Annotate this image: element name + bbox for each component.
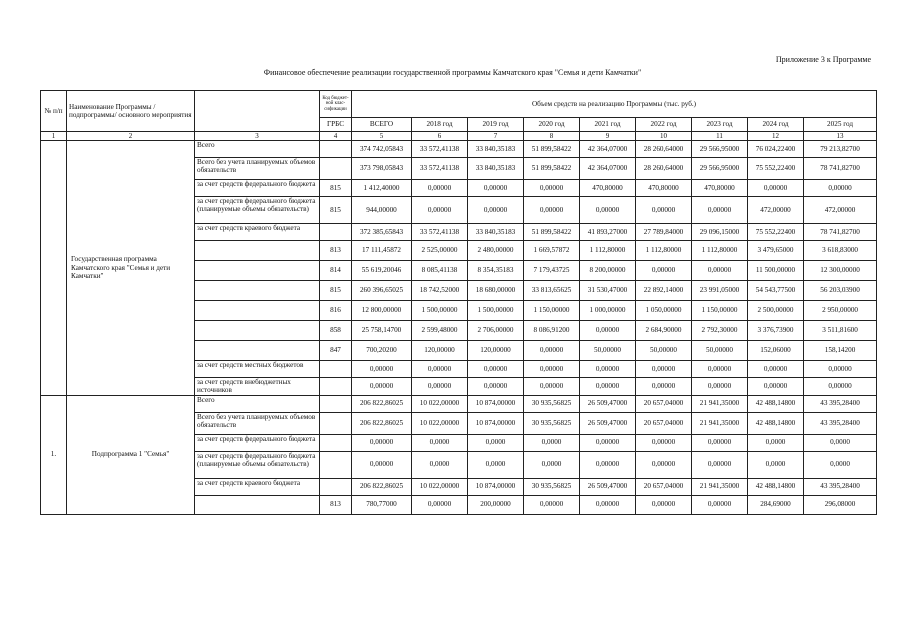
amount-cell: 0,0000 (468, 451, 524, 478)
amount-cell: 470,80000 (692, 180, 748, 197)
amount-cell: 29 566,95000 (692, 158, 748, 180)
column-index: 12 (748, 132, 804, 141)
amount-cell: 1 000,00000 (580, 301, 636, 321)
amount-cell: 51 899,58422 (524, 158, 580, 180)
table-row (41, 141, 877, 158)
amount-cell: 284,69000 (748, 495, 804, 514)
amount-cell: 20 657,04000 (636, 478, 692, 495)
amount-cell: 75 552,22400 (748, 158, 804, 180)
amount-cell: 10 874,00000 (468, 478, 524, 495)
amount-cell: 54 543,77500 (748, 281, 804, 301)
amount-cell: 0,00000 (636, 197, 692, 224)
amount-cell: 33 572,41138 (412, 141, 468, 158)
amount-cell: 0,00000 (636, 378, 692, 396)
header-year: 2020 год (524, 118, 580, 132)
amount-cell: 0,00000 (580, 378, 636, 396)
amount-cell: 0,00000 (580, 321, 636, 341)
amount-cell: 1 112,80000 (580, 241, 636, 261)
amount-cell: 0,00000 (580, 451, 636, 478)
amount-cell: 3 618,83000 (804, 241, 877, 261)
amount-cell: 10 022,00000 (412, 412, 468, 434)
amount-cell: 27 789,84000 (636, 224, 692, 241)
grbs-code (320, 378, 352, 396)
amount-cell: 0,00000 (412, 378, 468, 396)
amount-cell: 2 599,48000 (412, 321, 468, 341)
amount-cell: 7 179,43725 (524, 261, 580, 281)
amount-cell: 0,00000 (580, 434, 636, 451)
funding-source-label: за счет средств федерального бюджета (планируемые объемы обязательств) (195, 451, 320, 478)
column-index: 13 (804, 132, 877, 141)
column-index: 8 (524, 132, 580, 141)
amount-cell: 0,00000 (524, 378, 580, 396)
amount-cell: 0,00000 (580, 361, 636, 378)
grbs-code (320, 158, 352, 180)
amount-cell: 0,00000 (636, 495, 692, 514)
amount-cell: 0,00000 (412, 495, 468, 514)
amount-cell: 78 741,82700 (804, 158, 877, 180)
amount-cell: 12 800,00000 (352, 301, 412, 321)
amount-cell: 3 376,73900 (748, 321, 804, 341)
funding-source-label: за счет средств краевого бюджета (195, 224, 320, 241)
amount-cell: 51 899,58422 (524, 141, 580, 158)
amount-cell: 0,00000 (692, 261, 748, 281)
amount-cell: 1 050,00000 (636, 301, 692, 321)
amount-cell: 0,00000 (468, 197, 524, 224)
header-year: 2022 год (636, 118, 692, 132)
amount-cell: 2 525,00000 (412, 241, 468, 261)
amount-cell: 10 022,00000 (412, 395, 468, 412)
document-title: Финансовое обеспечение реализации государственной программы Камчатского края "Семья и дети Камчатки" (263, 68, 642, 77)
amount-cell: 2 480,00000 (468, 241, 524, 261)
amount-cell: 0,00000 (748, 180, 804, 197)
amount-cell: 8 200,00000 (580, 261, 636, 281)
amount-cell: 1 500,00000 (468, 301, 524, 321)
amount-cell: 18 742,52000 (412, 281, 468, 301)
header-year: 2025 год (804, 118, 877, 132)
amount-cell: 296,08000 (804, 495, 877, 514)
amount-cell: 0,00000 (748, 361, 804, 378)
funding-source-label: за счет средств краевого бюджета (195, 478, 320, 495)
funding-source-label: Всего (195, 395, 320, 412)
header-year: 2023 год (692, 118, 748, 132)
amount-cell: 33 813,65625 (524, 281, 580, 301)
amount-cell: 28 260,64000 (636, 141, 692, 158)
amount-cell: 1 150,00000 (692, 301, 748, 321)
amount-cell: 0,00000 (636, 361, 692, 378)
amount-cell: 78 741,82700 (804, 224, 877, 241)
grbs-code (320, 478, 352, 495)
amount-cell: 23 991,05000 (692, 281, 748, 301)
amount-cell: 0,0000 (524, 451, 580, 478)
column-index-row (41, 132, 877, 141)
amount-cell: 33 572,41138 (412, 224, 468, 241)
column-index: 11 (692, 132, 748, 141)
funding-source-label: за счет средств федерального бюджета (планируемые объемы обязательств) (195, 197, 320, 224)
amount-cell: 0,0000 (524, 434, 580, 451)
amount-cell: 26 509,47000 (580, 412, 636, 434)
funding-source-label (195, 321, 320, 341)
amount-cell: 3 511,81600 (804, 321, 877, 341)
amount-cell: 780,77000 (352, 495, 412, 514)
funding-source-label: за счет средств федерального бюджета (195, 434, 320, 451)
amount-cell: 0,00000 (468, 378, 524, 396)
amount-cell: 21 941,35000 (692, 478, 748, 495)
grbs-code (320, 451, 352, 478)
amount-cell: 1 412,40000 (352, 180, 412, 197)
grbs-code (320, 141, 352, 158)
header-year: 2018 год (412, 118, 468, 132)
amount-cell: 0,00000 (352, 361, 412, 378)
grbs-code: 814 (320, 261, 352, 281)
column-index: 7 (468, 132, 524, 141)
amount-cell: 26 509,47000 (580, 395, 636, 412)
funding-source-label: за счет средств местных бюджетов (195, 361, 320, 378)
amount-cell: 17 111,45872 (352, 241, 412, 261)
program-name: Государственная программа Камчатского края "Семья и дети Камчатки" (67, 141, 195, 396)
funding-source-label (195, 281, 320, 301)
amount-cell: 42 364,07000 (580, 158, 636, 180)
amount-cell: 0,00000 (692, 451, 748, 478)
amount-cell: 0,00000 (804, 180, 877, 197)
amount-cell: 0,00000 (804, 361, 877, 378)
amount-cell: 2 684,90000 (636, 321, 692, 341)
amount-cell: 944,00000 (352, 197, 412, 224)
funding-source-label (195, 261, 320, 281)
amount-cell: 0,0000 (748, 451, 804, 478)
column-index: 3 (195, 132, 320, 141)
amount-cell: 33 572,41138 (412, 158, 468, 180)
grbs-code (320, 224, 352, 241)
grbs-code (320, 412, 352, 434)
amount-cell: 472,00000 (748, 197, 804, 224)
appendix-note: Приложение 3 к Программе (775, 55, 871, 64)
amount-cell: 374 742,05843 (352, 141, 412, 158)
header-year: 2024 год (748, 118, 804, 132)
header-num: № п/п (41, 91, 67, 132)
amount-cell: 0,00000 (636, 261, 692, 281)
amount-cell: 0,00000 (352, 451, 412, 478)
amount-cell: 30 935,56825 (524, 478, 580, 495)
amount-cell: 0,00000 (524, 361, 580, 378)
header-year: 2021 год (580, 118, 636, 132)
amount-cell: 12 300,00000 (804, 261, 877, 281)
amount-cell: 2 500,00000 (748, 301, 804, 321)
amount-cell: 0,00000 (468, 361, 524, 378)
grbs-code: 816 (320, 301, 352, 321)
amount-cell: 8 086,91200 (524, 321, 580, 341)
amount-cell: 0,00000 (692, 197, 748, 224)
amount-cell: 30 935,56825 (524, 395, 580, 412)
column-index: 1 (41, 132, 67, 141)
amount-cell: 30 935,56825 (524, 412, 580, 434)
grbs-code: 858 (320, 321, 352, 341)
amount-cell: 0,00000 (412, 180, 468, 197)
amount-cell: 31 530,47000 (580, 281, 636, 301)
row-number (41, 141, 67, 396)
amount-cell: 50,00000 (636, 341, 692, 361)
amount-cell: 0,00000 (692, 434, 748, 451)
amount-cell: 0,00000 (468, 180, 524, 197)
amount-cell: 1 150,00000 (524, 301, 580, 321)
funding-source-label (195, 495, 320, 514)
amount-cell: 43 395,28400 (804, 478, 877, 495)
table-row (41, 395, 877, 412)
amount-cell: 206 822,86025 (352, 395, 412, 412)
amount-cell: 373 798,05843 (352, 158, 412, 180)
amount-cell: 372 385,65843 (352, 224, 412, 241)
amount-cell: 42 488,14800 (748, 412, 804, 434)
amount-cell: 8 354,35183 (468, 261, 524, 281)
amount-cell: 8 085,41138 (412, 261, 468, 281)
amount-cell: 120,00000 (412, 341, 468, 361)
amount-cell: 22 892,14000 (636, 281, 692, 301)
grbs-code: 815 (320, 197, 352, 224)
funding-source-label: за счет средств внебюджетных источников (195, 378, 320, 396)
header-year: 2019 год (468, 118, 524, 132)
amount-cell: 33 840,35183 (468, 224, 524, 241)
amount-cell: 0,00000 (748, 378, 804, 396)
amount-cell: 2 950,00000 (804, 301, 877, 321)
amount-cell: 1 669,57872 (524, 241, 580, 261)
row-number: 1. (41, 395, 67, 514)
amount-cell: 0,0000 (804, 451, 877, 478)
amount-cell: 1 112,80000 (636, 241, 692, 261)
amount-cell: 472,00000 (804, 197, 877, 224)
amount-cell: 0,00000 (412, 361, 468, 378)
financing-table (40, 90, 877, 515)
amount-cell: 0,00000 (352, 378, 412, 396)
amount-cell: 2 706,00000 (468, 321, 524, 341)
amount-cell: 120,00000 (468, 341, 524, 361)
amount-cell: 0,0000 (804, 434, 877, 451)
amount-cell: 0,00000 (524, 495, 580, 514)
amount-cell: 28 260,64000 (636, 158, 692, 180)
amount-cell: 50,00000 (692, 341, 748, 361)
amount-cell: 10 022,00000 (412, 478, 468, 495)
funding-source-label (195, 301, 320, 321)
amount-cell: 0,00000 (524, 197, 580, 224)
amount-cell: 50,00000 (580, 341, 636, 361)
amount-cell: 0,0000 (412, 451, 468, 478)
amount-cell: 21 941,35000 (692, 412, 748, 434)
amount-cell: 33 840,35183 (468, 158, 524, 180)
grbs-code: 815 (320, 180, 352, 197)
amount-cell: 41 893,27000 (580, 224, 636, 241)
amount-cell: 0,00000 (524, 180, 580, 197)
amount-cell: 0,00000 (636, 434, 692, 451)
amount-cell: 26 509,47000 (580, 478, 636, 495)
amount-cell: 0,00000 (524, 341, 580, 361)
header-blank (195, 91, 320, 132)
column-index: 2 (67, 132, 195, 141)
grbs-code: 847 (320, 341, 352, 361)
grbs-code: 815 (320, 281, 352, 301)
funding-source-label (195, 241, 320, 261)
amount-cell: 75 552,22400 (748, 224, 804, 241)
amount-cell: 42 364,07000 (580, 141, 636, 158)
amount-cell: 0,00000 (352, 434, 412, 451)
amount-cell: 206 822,86025 (352, 412, 412, 434)
amount-cell: 55 619,20046 (352, 261, 412, 281)
amount-cell: 470,80000 (580, 180, 636, 197)
funding-source-label (195, 341, 320, 361)
amount-cell: 0,00000 (636, 451, 692, 478)
amount-cell: 2 792,30000 (692, 321, 748, 341)
header-total: ВСЕГО (352, 118, 412, 132)
amount-cell: 42 488,14800 (748, 478, 804, 495)
amount-cell: 43 395,28400 (804, 395, 877, 412)
column-index: 9 (580, 132, 636, 141)
column-index: 5 (352, 132, 412, 141)
amount-cell: 260 396,65025 (352, 281, 412, 301)
amount-cell: 42 488,14800 (748, 395, 804, 412)
amount-cell: 25 758,14700 (352, 321, 412, 341)
amount-cell: 20 657,04000 (636, 412, 692, 434)
amount-cell: 1 112,80000 (692, 241, 748, 261)
header-grbs: ГРБС (320, 118, 352, 132)
amount-cell: 200,00000 (468, 495, 524, 514)
amount-cell: 0,00000 (412, 197, 468, 224)
amount-cell: 700,20200 (352, 341, 412, 361)
amount-cell: 10 874,00000 (468, 412, 524, 434)
grbs-code: 813 (320, 241, 352, 261)
amount-cell: 56 203,03900 (804, 281, 877, 301)
amount-cell: 1 500,00000 (412, 301, 468, 321)
amount-cell: 33 840,35183 (468, 141, 524, 158)
grbs-code: 813 (320, 495, 352, 514)
column-index: 4 (320, 132, 352, 141)
amount-cell: 10 874,00000 (468, 395, 524, 412)
funding-source-label: Всего без учета планируемых объемов обязательств (195, 158, 320, 180)
amount-cell: 18 680,00000 (468, 281, 524, 301)
amount-cell: 29 566,95000 (692, 141, 748, 158)
amount-cell: 0,00000 (580, 197, 636, 224)
funding-source-label: Всего без учета планируемых объемов обязательств (195, 412, 320, 434)
grbs-code (320, 395, 352, 412)
amount-cell: 0,0000 (412, 434, 468, 451)
amount-cell: 51 899,58422 (524, 224, 580, 241)
amount-cell: 29 096,15000 (692, 224, 748, 241)
amount-cell: 0,0000 (748, 434, 804, 451)
grbs-code (320, 361, 352, 378)
amount-cell: 3 479,65000 (748, 241, 804, 261)
amount-cell: 206 822,86025 (352, 478, 412, 495)
header-name: Наименование Программы /подпрограммы/ основного мероприятия (67, 91, 195, 132)
grbs-code (320, 434, 352, 451)
amount-cell: 79 213,82700 (804, 141, 877, 158)
amount-cell: 11 500,00000 (748, 261, 804, 281)
funding-source-label: за счет средств федерального бюджета (195, 180, 320, 197)
subprogram-name: Подпрограмма 1 "Семья" (67, 395, 195, 514)
column-index: 10 (636, 132, 692, 141)
funding-source-label: Всего (195, 141, 320, 158)
amount-cell: 0,00000 (692, 495, 748, 514)
header-volume: Объем средств на реализацию Программы (тыс. руб.) (352, 91, 877, 118)
amount-cell: 0,00000 (580, 495, 636, 514)
amount-cell: 21 941,35000 (692, 395, 748, 412)
amount-cell: 152,06000 (748, 341, 804, 361)
column-index: 6 (412, 132, 468, 141)
amount-cell: 0,00000 (804, 378, 877, 396)
amount-cell: 158,14200 (804, 341, 877, 361)
amount-cell: 470,80000 (636, 180, 692, 197)
amount-cell: 76 024,22400 (748, 141, 804, 158)
amount-cell: 20 657,04000 (636, 395, 692, 412)
amount-cell: 0,00000 (692, 378, 748, 396)
amount-cell: 0,00000 (692, 361, 748, 378)
header-code-group: Код бюджет-ной клас-сификации (320, 91, 352, 118)
amount-cell: 43 395,28400 (804, 412, 877, 434)
amount-cell: 0,0000 (468, 434, 524, 451)
